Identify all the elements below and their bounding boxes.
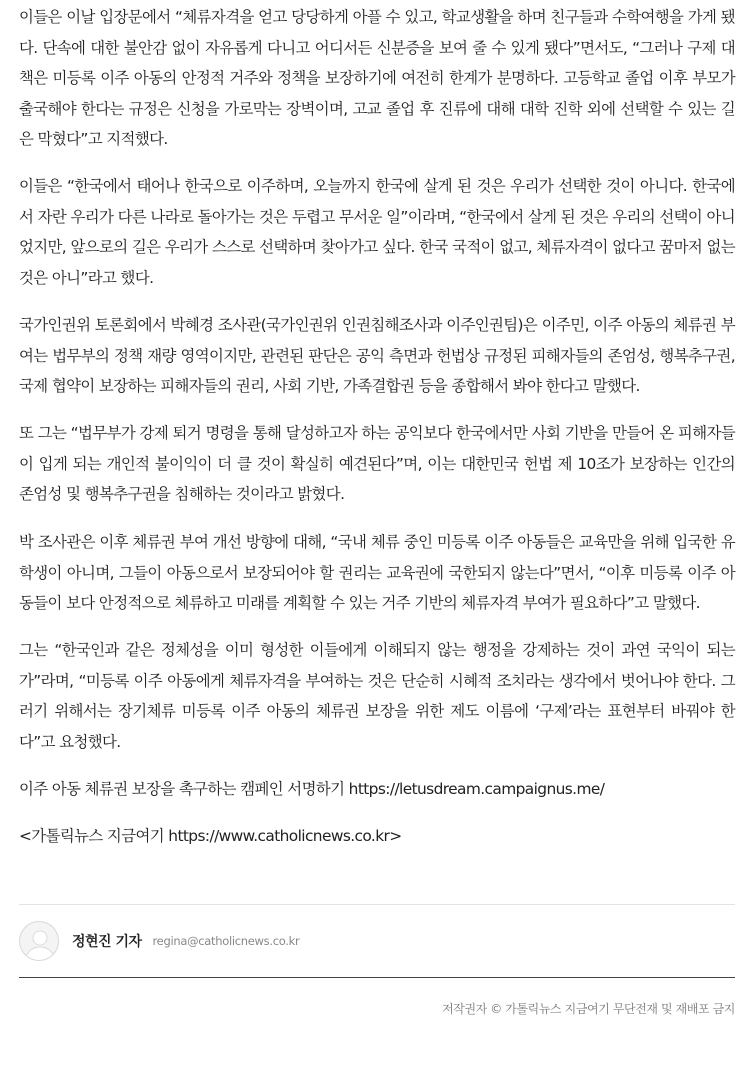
reporter-byline xyxy=(19,920,299,962)
byline-divider-top xyxy=(19,904,735,905)
article-paragraph-4: 또 그는 “법무부가 강제 퇴거 명령을 통해 달성하고자 하는 공익보다 한국에서만 사회 기반을 만들어 온 피해자들이 입게 되는 개인적 불이익이 더 클 것이 확실히 예견된다”며, 이는 대한민국 헌법 제 10조가 보장하는 인간의 존엄성 및 행복추구권을 침해하는 것이라고 밝혔다. xyxy=(19,424,735,503)
byline-divider-bottom xyxy=(19,977,735,978)
copyright-notice: 저작권자 © 가톨릭뉴스 지금여기 무단전재 및 재배포 금지 xyxy=(442,1002,735,1016)
article-paragraph-5: 박 조사관은 이후 체류권 부여 개선 방향에 대해, “국내 체류 중인 미등록 이주 아동들은 교육만을 위해 입국한 유학생이 아니며, 그들이 아동으로서 보장되어야 할 권리는 교육권에 국한되지 않는다”면서, “이후 미등록 이주 아동들이 보다 안정적으로 체류하고 미래를 계획할 수 있는 거주 기반의 체류자격 부여가 필요하다”고 말했다. xyxy=(19,533,735,612)
reporter-name[interactable]: 정현진 기자 xyxy=(72,934,142,950)
campaign-link-paragraph[interactable]: 이주 아동 체류권 보장을 촉구하는 캠페인 서명하기 https://letusdream.campaignus.me/ xyxy=(19,780,605,798)
source-link-paragraph[interactable]: <가톨릭뉴스 지금여기 https://www.catholicnews.co.kr> xyxy=(19,827,402,845)
reporter-email[interactable]: regina@catholicnews.co.kr xyxy=(152,934,300,948)
article-paragraph-1: 이들은 이날 입장문에서 “체류자격을 얻고 당당하게 아플 수 있고, 학교생활을 하며 친구들과 수학여행을 가게 됐다. 단속에 대한 불안감 없이 자유롭게 다니고 어디서든 신분증을 보여 줄 수 있게 됐다”면서도, “그러나 구제 대책은 미등록 이주 아동의 안정적 거주와 정책을 보장하기에 여전히 한계가 분명하다. 고등학교 졸업 이후 부모가 출국해야 한다는 규정은 신청을 가로막는 장벽이며, 고교 졸업 후 진류에 대해 대학 진학 외에 선택할 수 있는 길은 막혔다”고 지적했다. xyxy=(19,8,735,148)
article-paragraph-6: 그는 “한국인과 같은 정체성을 이미 형성한 이들에게 이해되지 않는 행정을 강제하는 것이 과연 국익이 되는가”라며, “미등록 이주 아동에게 체류자격을 부여하는 것은 단순히 시혜적 조치라는 생각에서 벗어나야 한다. 그러기 위해서는 장기체류 미등록 이주 아동의 체류권 보장을 위한 제도 이름에 ‘구제’라는 표현부터 바꿔야 한다”고 요청했다. xyxy=(19,641,735,751)
article-paragraph-2: 이들은 “한국에서 태어나 한국으로 이주하며, 오늘까지 한국에 살게 된 것은 우리가 선택한 것이 아니다. 한국에서 자란 우리가 다른 나라로 돌아가는 것은 두렵고 무서운 일”이라며, “한국에서 살게 된 것은 우리의 선택이 아니었지만, 앞으로의 길은 우리가 스스로 선택하며 찾아가고 싶다. 한국 국적이 없고, 체류자격이 없다고 꿈마저 없는 것은 아니”라고 했다. xyxy=(19,177,735,287)
article-paragraph-3: 국가인권위 토론회에서 박혜경 조사관(국가인권위 인권침해조사과 이주인권팀)은 이주민, 이주 아동의 체류권 부여는 법무부의 정책 재량 영역이지만, 관련된 판단은 공익 측면과 헌법상 규정된 피해자들의 존엄성, 행복추구권, 국제 협약이 보장하는 피해자들의 권리, 사회 기반, 가족결합권 등을 종합해서 봐야 한다고 말했다. xyxy=(19,316,735,395)
user-silhouette-icon xyxy=(19,921,59,961)
